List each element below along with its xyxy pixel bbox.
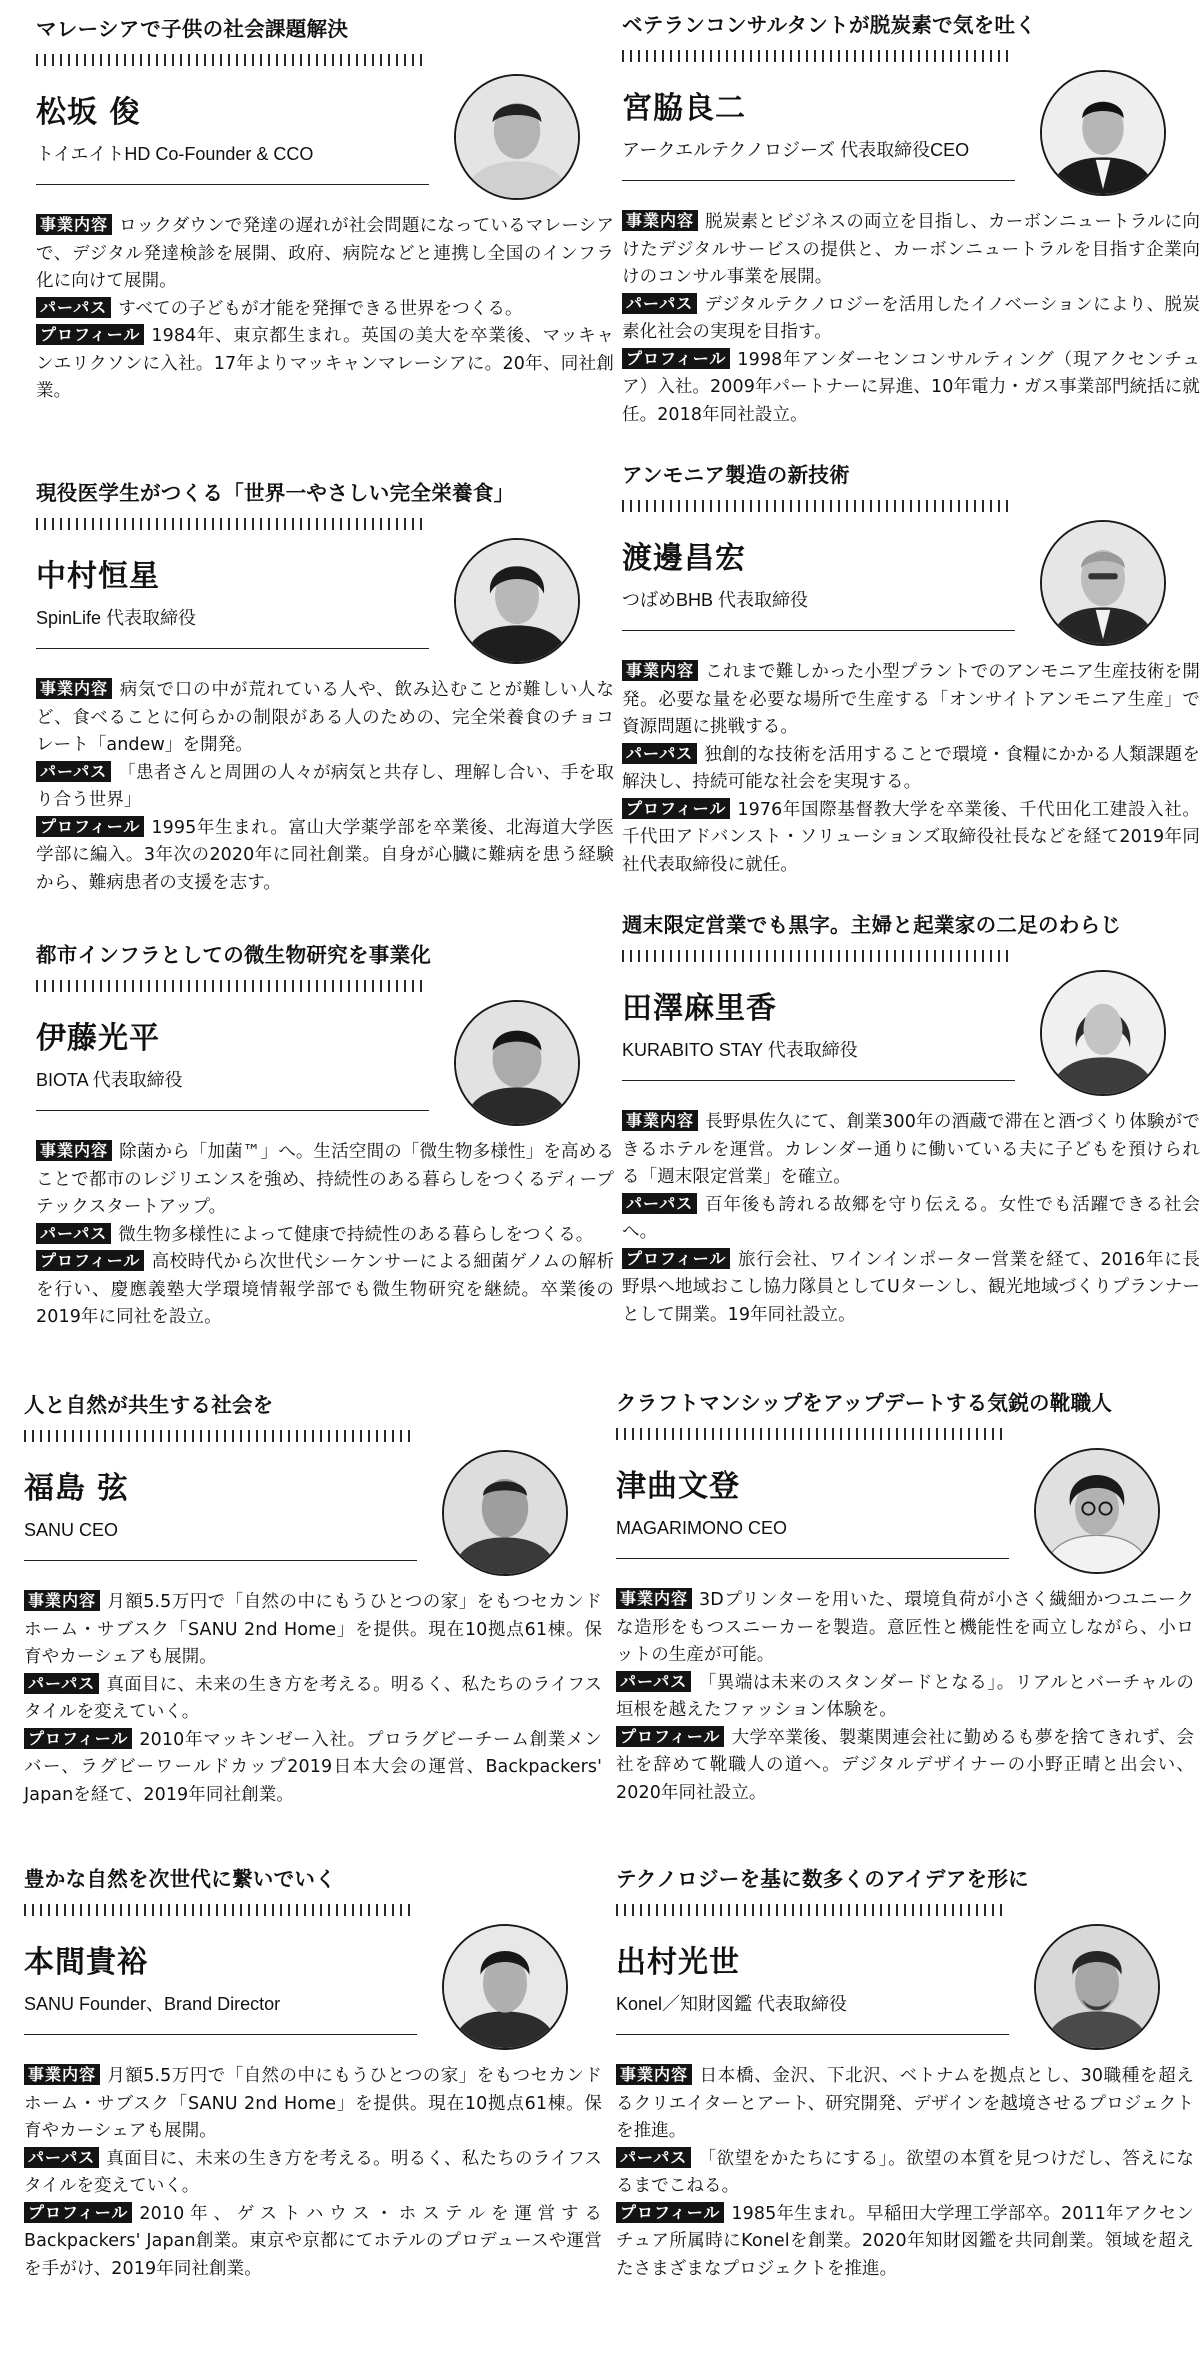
section-heading: クラフトマンシップをアップデートする気鋭の靴職人 [616,1391,1113,1415]
person-name: 出村光世 [616,1945,740,1980]
purpose-text: 真面目に、未来の生き方を考える。明るく、私たちのライフスタイルを変えていく。 [24,1674,602,1722]
portrait-photo [1040,70,1166,196]
profile-label: プロフィール [24,1728,132,1749]
business-paragraph [616,2063,1194,2146]
profile-text [616,1587,1194,1807]
business-paragraph [36,1139,614,1222]
business-paragraph [622,659,1200,742]
dotted-divider [622,500,1010,512]
profile-label: プロフィール [616,1726,724,1747]
profile-text [24,1589,602,1809]
purpose-text: デジタルテクノロジーを活用したイノベーションにより、脱炭素化社会の実現を目指す。 [622,294,1200,342]
business-paragraph [36,677,614,760]
profile-label: プロフィール [622,798,730,819]
portrait-photo [1040,520,1166,646]
person-silhouette-icon [444,1926,566,2048]
profile-card-demura [616,1864,1194,2283]
name-underline [616,1558,1009,1559]
name-underline [622,1080,1015,1081]
purpose-paragraph [36,1222,614,1250]
name-underline [616,2034,1009,2035]
profile-card-nakamura [36,478,614,897]
business-text: 月額5.5万円で「自然の中にもうひとつの家」をもつセカンドホーム・サブスク「SANU 2nd Home」を提供。現在10拠点61棟。保育やカーシェアも展開。 [24,1592,602,1667]
purpose-paragraph [622,742,1200,797]
purpose-paragraph [622,292,1200,347]
name-block [622,70,1200,188]
name-underline [24,2034,417,2035]
dotted-divider [622,950,1010,962]
business-text: 病気で口の中が荒れている人や、飲み込むことが難しい人など、食べることに何らかの制限がある人のための、完全栄養食のチョコレート「andew」を開発。 [36,680,614,755]
name-underline [36,648,429,649]
purpose-paragraph [24,1672,602,1727]
business-label: 事業内容 [36,678,112,699]
name-block [622,520,1200,638]
business-text: 月額5.5万円で「自然の中にもうひとつの家」をもつセカンドホーム・サブスク「SANU 2nd Home」を提供。現在10拠点61棟。保育やカーシェアも展開。 [24,2066,602,2141]
person-silhouette-icon [456,1002,578,1124]
name-underline [622,180,1015,181]
purpose-label: パーパス [24,1673,99,1694]
purpose-label: パーパス [622,293,697,314]
bio-paragraph [36,815,614,898]
section-heading: アンモニア製造の新技術 [622,463,850,487]
bio-text: 高校時代から次世代シーケンサーによる細菌ゲノムの解析を行い、慶應義塾大学環境情報学部でも微生物研究を継続。卒業後の2019年に同社を設立。 [36,1252,614,1327]
portrait-photo [1040,970,1166,1096]
person-silhouette-icon [1042,72,1164,194]
purpose-paragraph [616,1670,1194,1725]
business-paragraph [24,2063,602,2146]
bio-text: 大学卒業後、製薬関連会社に勤めるも夢を捨てきれず、会社を辞めて靴職人の道へ。デジタルデザイナーの小野正晴と出会い、2020年同社設立。 [616,1727,1194,1803]
dotted-divider [24,1430,412,1442]
profile-card-tazawa [622,910,1200,1329]
bio-paragraph [622,347,1200,430]
name-block [36,1000,614,1118]
name-block [616,1448,1194,1566]
portrait-photo [442,1924,568,2050]
section-heading: 人と自然が共生する社会を [24,1393,274,1417]
name-block [36,74,614,192]
purpose-label: パーパス [616,2147,691,2168]
profile-text [616,2063,1194,2283]
person-name: 伊藤光平 [36,1021,160,1056]
business-paragraph [36,213,614,296]
business-label: 事業内容 [24,1590,100,1611]
profile-label: プロフィール [616,2202,724,2223]
business-label: 事業内容 [616,1588,692,1609]
portrait-photo [1034,1924,1160,2050]
person-silhouette-icon [444,1452,566,1574]
business-label: 事業内容 [24,2064,100,2085]
purpose-paragraph [36,760,614,815]
person-role: MAGARIMONO CEO [616,1518,788,1538]
name-underline [36,184,429,185]
portrait-photo [442,1450,568,1576]
purpose-label: パーパス [24,2147,99,2168]
section-heading: 現役医学生がつくる「世界一やさしい完全栄養食」 [36,481,515,505]
name-block [622,970,1200,1088]
bio-paragraph [36,1249,614,1332]
business-text: 長野県佐久にて、創業300年の酒蔵で滞在と酒づくり体験ができるホテルを運営。カレンダー通りに働いている夫に子どもを預けられる「週末限定営業」を確立。 [622,1112,1200,1187]
dotted-divider [36,980,424,992]
bio-text: 2010年、ゲストハウス・ホステルを運営するBackpackers' Japan創業。東京や京都にてホテルのプロデュースや運営を手がけ、2019年同社創業。 [24,2203,602,2279]
profile-label: プロフィール [36,1250,144,1271]
business-paragraph [24,1589,602,1672]
bio-paragraph [616,2201,1194,2284]
profile-card-ito [36,940,614,1332]
bio-text: 1995年生まれ。富山大学薬学部を卒業後、北海道大学医学部に編入。3年次の2020年に同社創業。自身が心臓に難病を患う経験から、難病患者の支援を志す。 [36,817,614,893]
bio-paragraph [36,323,614,406]
name-underline [24,1560,417,1561]
section-heading: ベテランコンサルタントが脱炭素で気を吐く [622,13,1037,37]
purpose-text: 「欲望をかたちにする」。欲望の本質を見つけだし、答えになるまでこねる。 [616,2148,1194,2196]
portrait-photo [454,538,580,664]
portrait-photo [1034,1448,1160,1574]
business-text: 脱炭素とビジネスの両立を目指し、カーボンニュートラルに向けたデジタルサービスの提供と、カーボンニュートラルを目指す企業向けのコンサル事業を展開。 [622,212,1200,287]
section-heading: 都市インフラとしての微生物研究を事業化 [36,943,432,967]
person-name: 渡邊昌宏 [622,541,746,576]
business-label: 事業内容 [36,214,112,235]
person-name: 中村恒星 [36,559,160,594]
person-role: SpinLife 代表取締役 [36,608,197,628]
purpose-text: 「患者さんと周囲の人々が病気と共存し、理解し合い、手を取り合う世界」 [36,762,614,810]
business-label: 事業内容 [36,1140,112,1161]
profile-text [24,2063,602,2283]
person-silhouette-icon [1036,1926,1158,2048]
profile-text [36,677,614,897]
profile-label: プロフィール [622,1248,730,1269]
profile-card-watanabe [622,460,1200,879]
business-text: 3Dプリンターを用いた、環境負荷が小さく繊細かつユニークな造形をもつスニーカーを製造。意匠性と機能性を両立しながら、小ロットの生産が可能。 [616,1590,1194,1665]
dotted-divider [36,54,424,66]
purpose-label: パーパス [36,761,111,782]
purpose-label: パーパス [36,297,111,318]
bio-text: 1998年アンダーセンコンサルティング（現アクセンチュア）入社。2009年パートナーに昇進、10年電力・ガス事業部門統括に就任。2018年同社設立。 [622,349,1200,425]
purpose-paragraph [616,2146,1194,2201]
person-silhouette-icon [1042,972,1164,1094]
person-role: SANU Founder、Brand Director [24,1994,281,2014]
section-heading: 豊かな自然を次世代に繋いでいく [24,1867,336,1891]
person-role: KURABITO STAY 代表取締役 [622,1040,858,1060]
profile-card-tsumagari [616,1388,1194,1807]
business-paragraph [622,1109,1200,1192]
person-silhouette-icon [456,76,578,198]
profile-label: プロフィール [36,324,144,345]
purpose-text: すべての子どもが才能を発揮できる世界をつくる。 [118,298,523,319]
bio-text: 1976年国際基督教大学を卒業後、千代田化工建設入社。千代田アドバンスト・ソリューションズ取締役社長などを経て2019年同社代表取締役に就任。 [622,799,1200,875]
person-name: 田澤麻里香 [622,991,777,1026]
bio-paragraph [622,797,1200,880]
profile-card-fukushima [24,1390,602,1809]
person-role: SANU CEO [24,1520,119,1540]
profile-label: プロフィール [622,348,730,369]
section-heading: マレーシアで子供の社会課題解決 [36,17,349,41]
purpose-paragraph [24,2146,602,2201]
bio-paragraph [622,1247,1200,1330]
person-silhouette-icon [456,540,578,662]
dotted-divider [616,1428,1004,1440]
person-role: BIOTA 代表取締役 [36,1070,183,1090]
business-label: 事業内容 [622,1110,698,1131]
profile-label: プロフィール [24,2202,132,2223]
purpose-label: パーパス [616,1671,691,1692]
person-name: 本間貴裕 [24,1945,148,1980]
dotted-divider [24,1904,412,1916]
profile-text [36,213,614,406]
dotted-divider [36,518,424,530]
profile-card-matsuzaka [36,14,614,406]
business-text: これまで難しかった小型プラントでのアンモニア生産技術を開発。必要な量を必要な場所で生産する「オンサイトアンモニア生産」で資源問題に挑戦する。 [622,662,1200,737]
profile-label: プロフィール [36,816,144,837]
name-block [24,1450,602,1568]
person-silhouette-icon [1042,522,1164,644]
business-paragraph [622,209,1200,292]
business-paragraph [616,1587,1194,1670]
profile-card-miyawaki [622,10,1200,429]
dotted-divider [622,50,1010,62]
name-block [36,538,614,656]
person-name: 福島 弦 [24,1471,129,1506]
purpose-label: パーパス [36,1223,111,1244]
section-heading: 週末限定営業でも黒字。主婦と起業家の二足のわらじ [622,913,1122,937]
bio-text: 1985年生まれ。早稲田大学理工学部卒。2011年アクセンチュア所属時にKonelを創業。2020年知財図鑑を共同創業。領域を超えたさまざまなプロジェクトを推進。 [616,2203,1194,2279]
person-silhouette-icon [1036,1450,1158,1572]
person-role: トイエイトHD Co-Founder & CCO [36,144,314,164]
bio-text: 1984年、東京都生まれ。英国の美大を卒業後、マッキャンエリクソンに入社。17年よりマッキャンマレーシアに。20年、同社創業。 [36,326,614,401]
purpose-paragraph [36,296,614,324]
name-underline [622,630,1015,631]
purpose-text: 微生物多様性によって健康で持続性のある暮らしをつくる。 [118,1224,594,1245]
purpose-text: 真面目に、未来の生き方を考える。明るく、私たちのライフスタイルを変えていく。 [24,2148,602,2196]
purpose-paragraph [622,1192,1200,1247]
profile-text [622,209,1200,429]
bio-paragraph [24,1727,602,1810]
bio-paragraph [616,1725,1194,1808]
person-name: 松坂 俊 [36,95,141,130]
person-role: アークエルテクノロジーズ 代表取締役CEO [622,140,970,160]
profile-text [622,1109,1200,1329]
purpose-text: 百年後も誇れる故郷を守り伝える。女性でも活躍できる社会へ。 [622,1194,1200,1242]
portrait-photo [454,1000,580,1126]
profile-card-homma [24,1864,602,2283]
purpose-text: 「異端は未来のスタンダードとなる」。リアルとバーチャルの垣根を越えたファッション体験を。 [616,1672,1194,1720]
section-heading: テクノロジーを基に数多くのアイデアを形に [616,1867,1029,1891]
purpose-label: パーパス [622,1193,697,1214]
business-text: 日本橋、金沢、下北沢、ベトナムを拠点とし、30職種を超えるクリエイターとアート、研究開発、デザインを越境させるプロジェクトを推進。 [616,2066,1194,2141]
purpose-label: パーパス [622,743,697,764]
bio-text: 2010年マッキンゼー入社。プロラグビーチーム創業メンバー、ラグビーワールドカップ2019日本大会の運営、Backpackers' Japanを経て、2019年同社創業。 [24,1729,602,1805]
person-name: 宮脇良二 [622,91,746,126]
purpose-text: 独創的な技術を活用することで環境・食糧にかかる人類課題を解決し、持続可能な社会を実現する。 [622,744,1200,792]
dotted-divider [616,1904,1004,1916]
bio-text: 旅行会社、ワインインポーター営業を経て、2016年に長野県へ地域おこし協力隊員としてUターンし、観光地域づくりプランナーとして開業。19年同社設立。 [622,1249,1200,1325]
profile-text [622,659,1200,879]
business-text: ロックダウンで発達の遅れが社会問題になっているマレーシアで、デジタル発達検診を展開、政府、病院などと連携し全国のインフラ化に向けて展開。 [36,216,614,291]
bio-paragraph [24,2201,602,2284]
name-underline [36,1110,429,1111]
business-label: 事業内容 [622,660,698,681]
business-label: 事業内容 [616,2064,692,2085]
name-block [24,1924,602,2042]
business-label: 事業内容 [622,210,698,231]
business-text: 除菌から「加菌™」へ。生活空間の「微生物多様性」を高めることで都市のレジリエンスを強め、持続性のある暮らしをつくるディープテックスタートアップ。 [36,1142,614,1217]
person-role: つばめBHB 代表取締役 [622,590,809,610]
person-name: 津曲文登 [616,1469,740,1504]
person-role: Konel／知財図鑑 代表取締役 [616,1994,848,2014]
portrait-photo [454,74,580,200]
name-block [616,1924,1194,2042]
profile-text [36,1139,614,1332]
